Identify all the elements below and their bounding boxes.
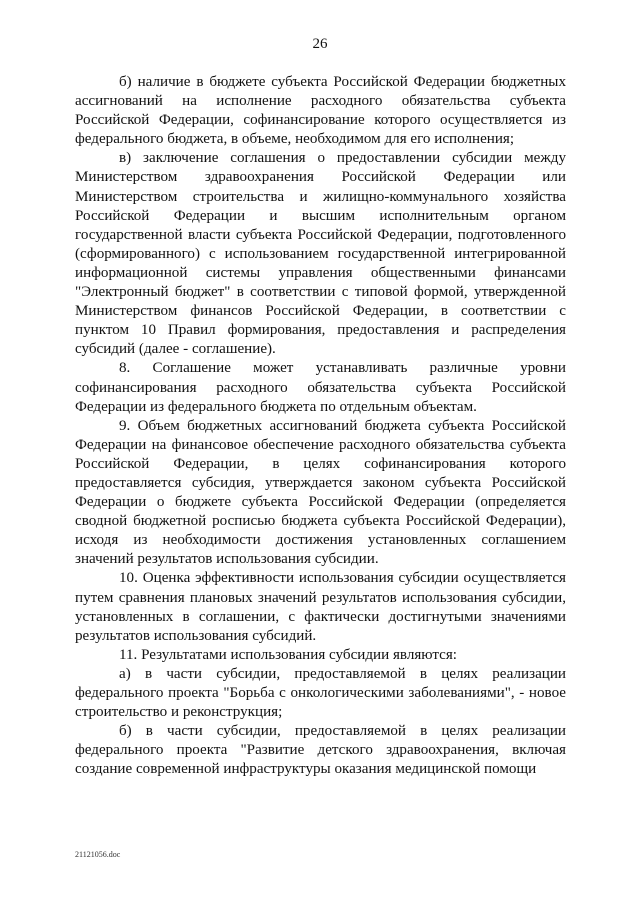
page-number: 26 [312,36,328,52]
paragraph-b-budget: б) наличие в бюджете субъекта Российской Федерации бюджетных ассигнований на исполнение расходного обязательства субъекта Российской Федерации, софинансирование которого осуществляется из федерального бюджета, в объеме, необходимом для его исполнения; [75,74,566,148]
paragraph-11-a: а) в части субсидии, предоставляемой в целях реализации федерального проекта "Борьба с онкологическими заболеваниями", - новое строительство и реконструкция; [75,665,566,721]
paragraph-10: 10. Оценка эффективности использования субсидии осуществляется путем сравнения плановых значений результатов использования субсидии, установленных в соглашении, с фактически достигнутыми значениями результатов использования субсидий. [75,570,566,644]
paragraph-9: 9. Объем бюджетных ассигнований бюджета субъекта Российской Федерации на финансовое обеспечение расходного обязательства субъекта Российской Федерации, в целях софинансирования которого предоставляется субсидия, утверждается законом субъекта Российской Федерации о бюджете субъекта Российской Федерации (определяется сводной бюджетной росписью бюджета субъекта Российской Федерации), исходя из необходимости достижения установленных соглашением значений результатов использования субсидии. [75,417,566,568]
paragraph-8: 8. Соглашение может устанавливать различные уровни софинансирования расходного обязательства субъекта Российской Федерации из федерального бюджета по отдельным объектам. [75,360,566,415]
document-body [75,73,566,779]
paragraph-11-b: б) в части субсидии, предоставляемой в целях реализации федерального проекта "Развитие детского здравоохранения, включая создание современной инфраструктуры оказания медицинской помощи [75,723,566,778]
footer-filename: 21121056.doc [75,850,121,859]
paragraph-v-agreement: в) заключение соглашения о предоставлении субсидии между Министерством здравоохранения Российской Федерации или Министерством строительства и жилищно-коммунального хозяйства Российской Федерации и высшим исполнительным органом государственной власти субъекта Российской Федерации, подготовленного (сформированного) с использованием государственной интегрированной информационной системы управления общественными финансами "Электронный бюджет" в соответствии с типовой формой, утвержденной Министерством финансов Российской Федерации, в соответствии с пунктом 10 Правил формирования, предоставления и распределения субсидий (далее - соглашение). [75,150,566,358]
paragraph-11: 11. Результатами использования субсидии являются: [119,646,457,663]
